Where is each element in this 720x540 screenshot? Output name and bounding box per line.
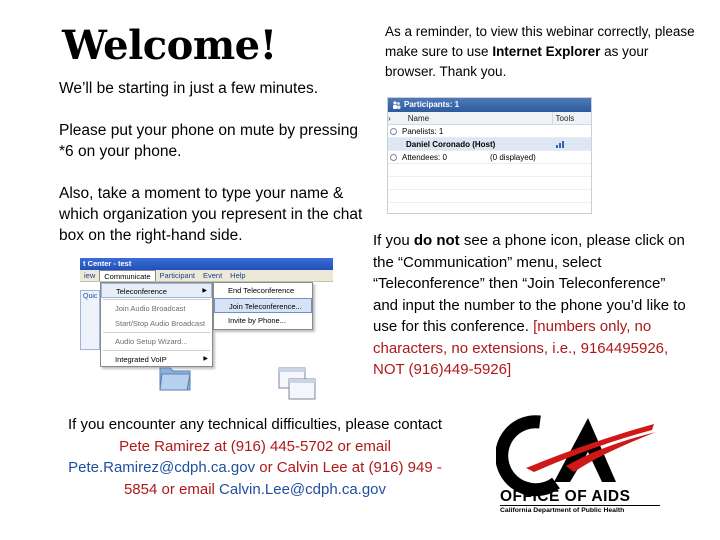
menu-item-teleconference[interactable] [101,283,212,298]
submenu-join-teleconference[interactable]: Join Teleconference... [214,298,312,313]
logo-subtitle: California Department of Public Health [500,507,625,514]
communication-menu-screenshot [80,258,333,408]
signal-icon [556,141,565,148]
participants-header [388,98,591,112]
menu-item-audio-wizard[interactable]: Audio Setup Wizard... [115,337,188,346]
support-contact-calvin: or Calvin Lee at (916) 949 - 5854 or email [123,459,442,498]
empty-row [388,164,591,177]
reminder-browser: Internet Explorer [492,44,601,59]
window-title: t Center - test [80,258,333,270]
col-tools: Tools [552,112,591,124]
logo-text [500,489,660,515]
intro-line-mute: Please put your phone on mute by pressing *6 on your phone. [59,122,358,160]
quick-start-label: Quic [83,293,98,300]
menu-body [80,282,333,408]
collapse-icon[interactable] [390,128,397,135]
instr-part1: If you [373,232,414,249]
expand-col-icon: › [388,114,391,123]
panelists-row[interactable] [388,125,591,138]
participants-panel-screenshot [387,97,592,214]
logo-name: OFFICE OF AIDS [500,489,660,506]
folder-icon [158,362,192,392]
empty-row [388,177,591,190]
intro-line-start: We’ll be starting in just a few minutes. [59,80,319,97]
panelists-label: Panelists: 1 [402,127,444,136]
support-email-pete[interactable]: Pete.Ramirez@cdph.ca.gov [68,459,256,476]
collapse-icon[interactable] [390,154,397,161]
menu-communicate[interactable]: Communicate [99,270,155,281]
reminder-post: as your browser. Thank you. [385,44,649,79]
attendees-row[interactable] [388,151,591,164]
intro-text [59,78,364,267]
empty-row [388,190,591,203]
windows-icon [277,366,317,402]
participants-count: Participants: 1 [404,100,460,109]
menu-divider [103,332,210,333]
quick-start-tab[interactable] [80,290,100,350]
reminder-pre: As a reminder, to view this webinar correctly, please make sure to use [385,24,695,59]
submenu-end-teleconference[interactable]: End Teleconference [228,286,295,295]
menu-item-join-audio[interactable]: Join Audio Broadcast [115,304,186,313]
intro-line-chat: Also, take a moment to type your name & which organization you represent in the chat box on the right-hand side. [59,185,363,244]
support-contact [55,414,455,500]
menu-participant[interactable]: Participant [159,271,195,280]
menubar [80,270,333,282]
teleconference-label: Teleconference [116,287,167,296]
support-pre: If you encounter any technical difficulties, please contact [67,416,443,433]
menu-view[interactable]: iew [84,271,96,280]
instr-bold: do not [413,232,460,249]
voip-label: Integrated VoIP [115,355,167,364]
instr-number-note: [numbers only, no characters, no extensions, i.e., 9164495926, NOT (916)449-5926] [373,318,669,378]
submenu-invite-by-phone[interactable]: Invite by Phone... [228,316,286,325]
submenu-arrow-icon: ▶ [202,288,207,294]
menu-help[interactable]: Help [230,271,246,280]
communicate-dropdown [100,282,213,367]
menu-event[interactable]: Event [202,271,223,280]
instr-part2: see a phone icon, please click on the “Communication” menu, select “Teleconference” then “Join Teleconference” and input the number to the phone you’d like to use for this conference. [373,232,686,335]
support-contact-pete: Pete Ramirez at (916) 445-5702 or email [119,437,391,455]
attendees-label: Attendees: 0 [402,153,447,162]
people-icon [392,101,401,109]
browser-reminder [385,22,695,82]
phone-instructions [373,230,693,381]
support-email-calvin[interactable]: Calvin.Lee@cdph.ca.gov [219,480,387,498]
submenu-arrow-icon: ▶ [203,356,208,362]
col-name: Name [407,114,430,123]
host-row[interactable] [388,138,591,151]
attendees-displayed: (0 displayed) [490,153,536,162]
menu-divider [103,350,210,351]
welcome-title: Welcome! [62,22,277,69]
participants-columns [388,112,591,125]
host-name: Daniel Coronado (Host) [406,140,496,149]
teleconference-submenu [213,282,313,330]
menu-divider [103,299,210,300]
menu-item-integrated-voip[interactable] [101,352,212,367]
menu-item-start-stop-audio[interactable]: Start/Stop Audio Broadcast [115,319,206,328]
